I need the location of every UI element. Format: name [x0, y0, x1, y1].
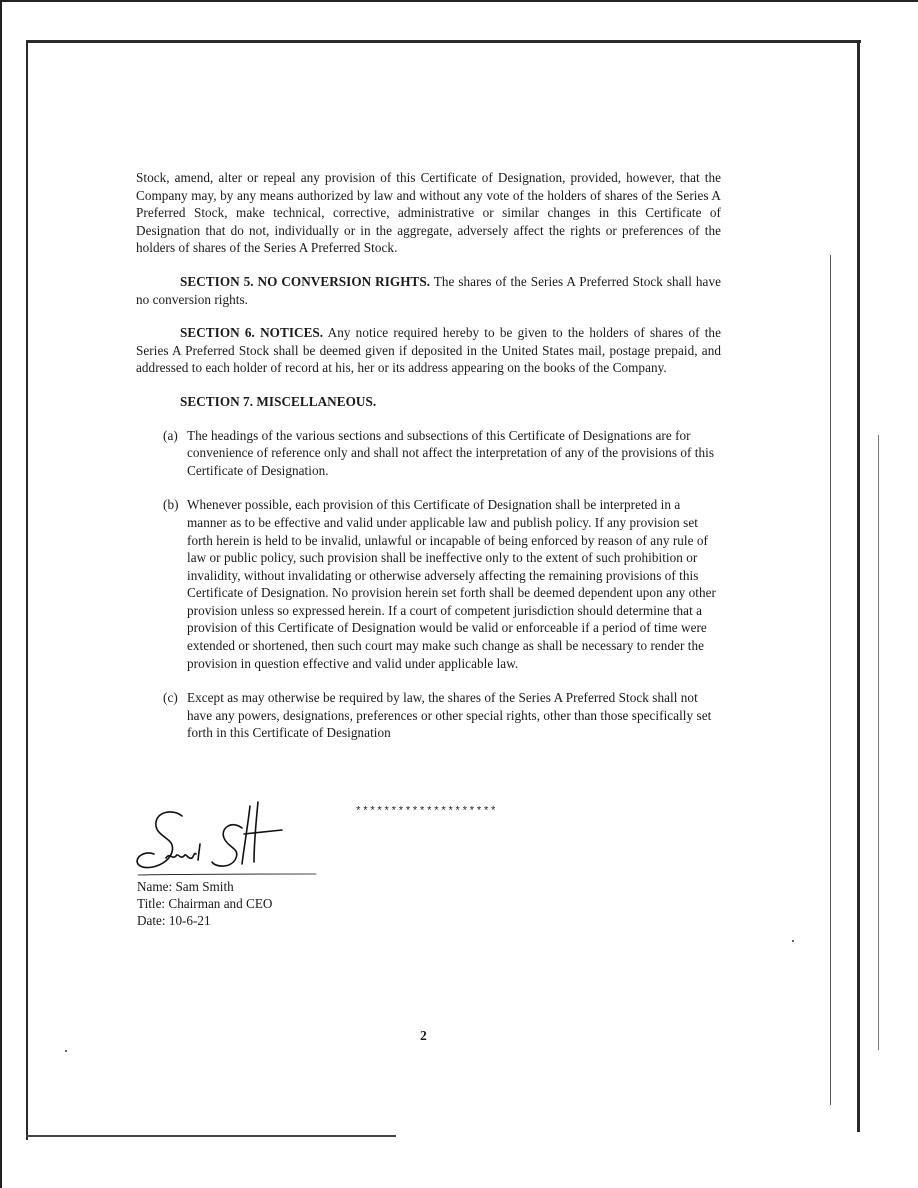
signature-block	[137, 878, 272, 929]
section-5-heading: SECTION 5. NO CONVERSION RIGHTS.	[180, 273, 431, 289]
handwritten-signature	[132, 798, 322, 880]
list-item-text: Except as may otherwise be required by law, the shares of the Series A Preferred Stock shall not have any powers, designations, preferences or other special rights, other than those specifically set forth in this Certificate of Designation	[187, 690, 712, 741]
list-item-c	[163, 689, 718, 742]
intro-paragraph: Stock, amend, alter or repeal any provision of this Certificate of Designation, provided, however, that the Company may, by any means authorized by law and without any vote of the holders of shares of the Series A Preferred Stock, make technical, corrective, administrative or similar changes in this Certificate of Designation that do not, individually or in the aggregate, adversely affect the rights or preferences of the holders of shares of the Series A Preferred Stock.	[136, 170, 721, 256]
frame-top-line	[26, 40, 861, 43]
frame-bottom-line	[26, 1135, 396, 1137]
list-item-text: Whenever possible, each provision of this Certificate of Designation shall be interpreted in a manner as to be effective and valid under applicable law and publish policy. If any provision set forth herein is held to be invalid, unlawful or incapable of being enforced by reason of any rule of law or public policy, such provision shall be ineffective only to the extent of such prohibition or invalidity, without invalidating or otherwise adversely affecting the remaining provisions of this Certificate of Designation. No provision herein set forth shall be deemed dependent upon any other provision unless so expressed herein. If a court of competent jurisdiction should determine that a provision of this Certificate of Designation would be valid or enforceable if a period of time were extended or shortened, then such court may make such change as shall be necessary to render the provision in question effective and valid under applicable law.	[187, 497, 716, 671]
scan-artifact-line	[830, 255, 831, 1105]
page-number: 2	[420, 1028, 427, 1043]
document-body	[136, 169, 721, 759]
list-item-text: The headings of the various sections and subsections of this Certificate of Designations are for convenience of reference only and shall not affect the interpretation of any of the provisions of this Certificate of Designation.	[187, 427, 715, 478]
list-item-a	[163, 427, 718, 480]
scan-artifact-line-edge	[878, 435, 879, 1050]
section-5-paragraph	[136, 273, 721, 308]
list-marker: (a)	[163, 427, 178, 443]
scan-speck	[792, 940, 794, 942]
scan-speck	[65, 1050, 67, 1052]
signing-date: Date: 10-6-21	[137, 913, 211, 928]
list-item-b	[163, 496, 718, 672]
signer-title: Title: Chairman and CEO	[137, 896, 273, 911]
frame-left-line	[26, 40, 28, 1140]
end-of-document-separator: ********************	[355, 806, 498, 818]
section-7-heading: SECTION 7. MISCELLANEOUS.	[180, 393, 377, 409]
section-6-heading: SECTION 6. NOTICES.	[180, 325, 324, 341]
section-5-body: The shares of the Series A Preferred Stock shall have no conversion rights.	[136, 273, 721, 307]
section-6-body: Any notice required hereby to be given to the holders of shares of the Series A Preferred Stock shall be deemed given if deposited in the United States mail, postage prepaid, and addressed to each holder of record at his, her or its address appearing on the books of the Company.	[136, 325, 721, 376]
list-marker: (c)	[163, 690, 178, 706]
signer-name: Name: Sam Smith	[137, 879, 234, 894]
section-6-paragraph	[136, 324, 721, 377]
frame-right-line	[857, 40, 860, 1132]
list-marker: (b)	[163, 497, 179, 513]
